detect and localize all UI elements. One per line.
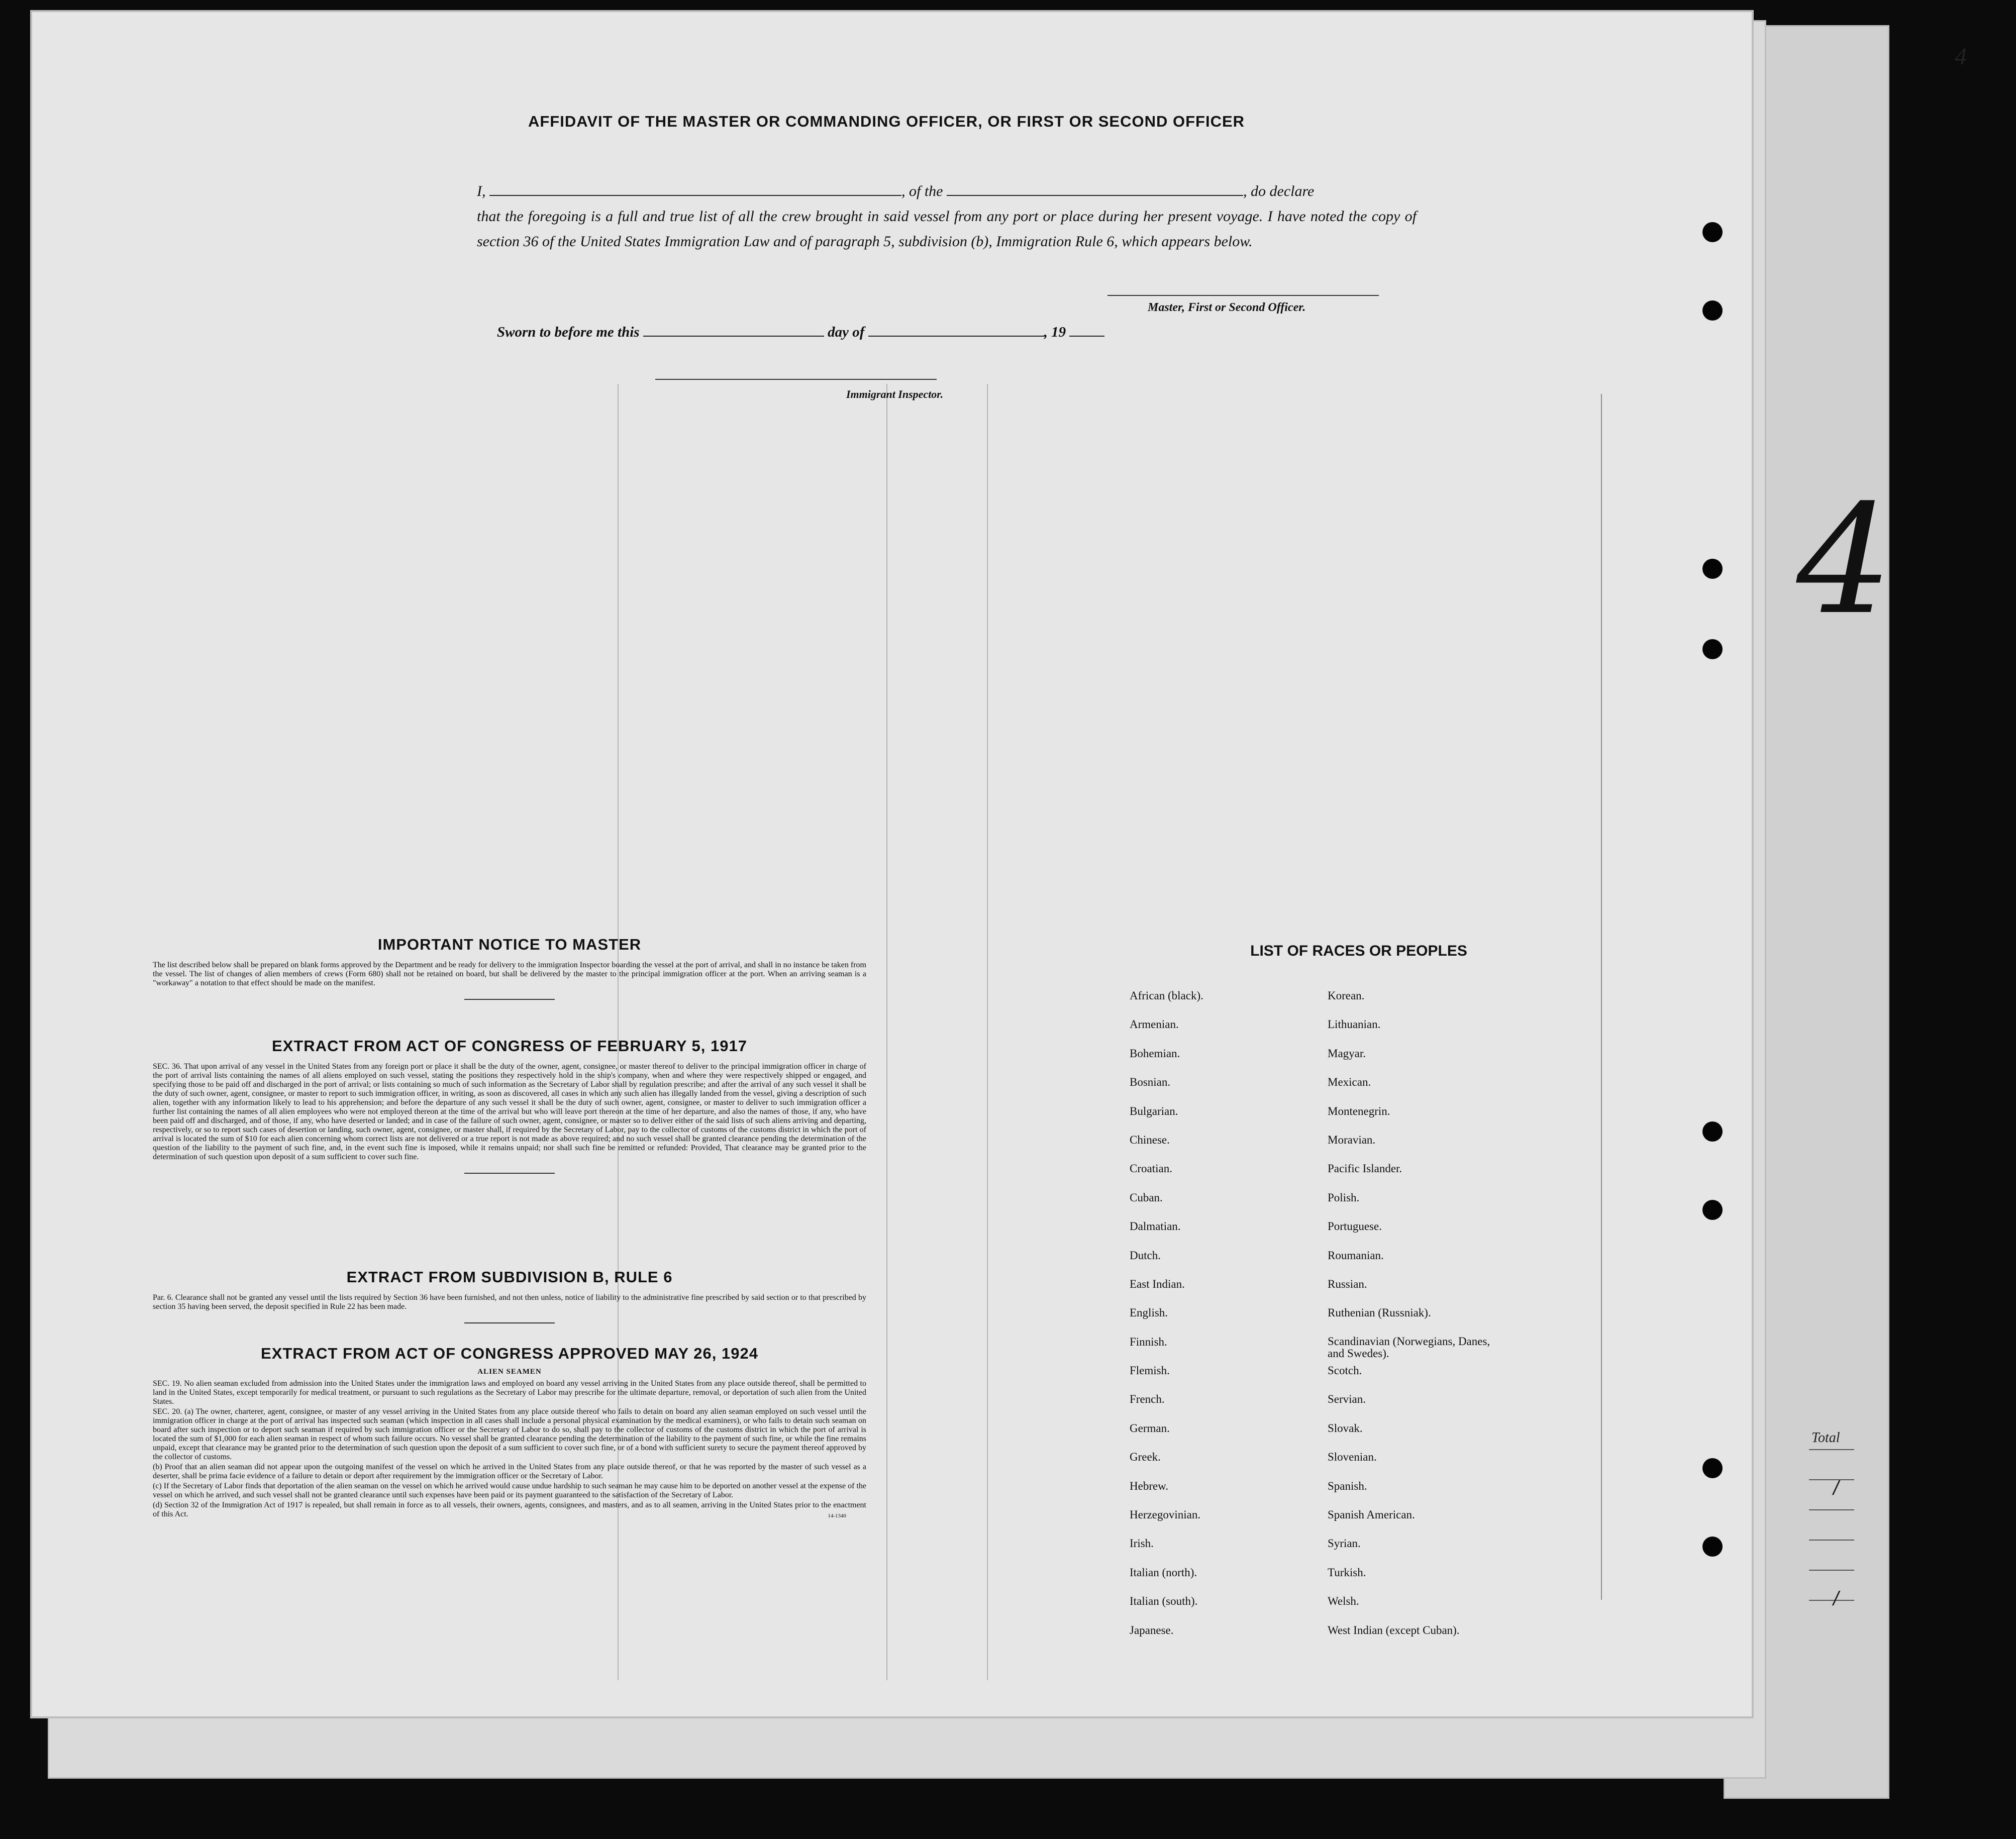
race-item: Italian (south). (1130, 1595, 1198, 1608)
race-item: Korean. (1328, 989, 1365, 1002)
declare-prefix: I, (477, 183, 486, 199)
sworn-prefix: Sworn to before me this (497, 324, 640, 340)
punch-hole (1702, 222, 1723, 242)
tally-rule (1809, 1449, 1854, 1450)
section-divider (464, 1322, 555, 1323)
signature-field[interactable] (1107, 295, 1379, 296)
punch-hole (1702, 639, 1723, 659)
total-label: Total (1811, 1430, 1840, 1446)
sworn-year-field[interactable] (1069, 324, 1104, 337)
race-item: Scandinavian (Norwegians, Danes, and Swedes). (1328, 1335, 1490, 1360)
race-item: Hebrew. (1130, 1479, 1169, 1492)
punch-hole (1702, 559, 1723, 579)
tally-rule (1809, 1570, 1854, 1571)
officer-name-field[interactable] (489, 183, 901, 196)
punch-hole (1702, 1200, 1723, 1220)
section-divider (464, 999, 555, 1000)
race-item: Moravian. (1328, 1133, 1376, 1146)
race-item: Chinese. (1130, 1133, 1170, 1146)
race-item: Bosnian. (1130, 1076, 1171, 1089)
sworn-day-field[interactable] (643, 324, 824, 337)
race-item: Welsh. (1328, 1595, 1359, 1608)
race-item: Slovak. (1328, 1421, 1363, 1435)
race-item: German. (1130, 1421, 1170, 1435)
handwritten-number: 4 (1796, 472, 1892, 648)
race-item: Dutch. (1130, 1249, 1161, 1262)
punch-hole (1702, 1121, 1723, 1142)
race-item: Magyar. (1328, 1047, 1366, 1060)
race-item: Spanish. (1328, 1479, 1367, 1492)
sworn-year-label: , 19 (1044, 324, 1066, 340)
act-1924-sec20c: (c) If the Secretary of Labor finds that deportation of the alien seaman on the vessel on which he arrived would cause undue hardship to such seaman he may cause him to be deported on another vessel at the expense of the vessel on which he arrived, and such vessel shall not be granted clearance until such expenses have been paid or its payment guaranteed to the satisfaction of the Secretary of Labor. (153, 1482, 866, 1499)
rule-6-title: EXTRACT FROM SUBDIVISION B, RULE 6 (346, 1268, 673, 1286)
important-notice (153, 936, 866, 1000)
sworn-month-field[interactable] (868, 324, 1044, 337)
race-item: Syrian. (1328, 1537, 1361, 1550)
act-1924-extract (153, 1345, 866, 1519)
race-item: Bulgarian. (1130, 1104, 1178, 1117)
race-item: Roumanian. (1328, 1249, 1384, 1262)
race-item: Irish. (1130, 1537, 1154, 1550)
form-number: 14-1340 (828, 1513, 846, 1519)
bleed-column-line (1601, 394, 1602, 1600)
race-item: Servian. (1328, 1393, 1366, 1406)
page-number-handwritten: 4 (1955, 43, 1967, 70)
races-list-right (1328, 989, 1508, 1653)
race-item: Croatian. (1130, 1162, 1172, 1175)
race-item: English. (1130, 1306, 1168, 1319)
race-item: Russian. (1328, 1277, 1367, 1290)
important-notice-title: IMPORTANT NOTICE TO MASTER (377, 936, 642, 953)
race-item: Polish. (1328, 1191, 1360, 1204)
tally-rule (1809, 1540, 1854, 1541)
act-1924-subtitle: ALIEN SEAMEN (477, 1368, 542, 1376)
tally-mark: / (1833, 1588, 1839, 1610)
affidavit-title: AFFIDAVIT OF THE MASTER OR COMMANDING OFFICER, OR FIRST OR SECOND OFFICER (528, 113, 1245, 130)
race-item: Lithuanian. (1328, 1018, 1381, 1031)
declaration-text (477, 179, 1602, 254)
tally-rule (1809, 1479, 1854, 1480)
sworn-line (497, 324, 1104, 341)
race-item: Portuguese. (1328, 1220, 1382, 1233)
races-list-title: LIST OF RACES OR PEOPLES (1250, 943, 1467, 959)
tally-mark: / (1833, 1477, 1839, 1499)
inspector-signature-field[interactable] (655, 379, 937, 380)
race-item: Spanish American. (1328, 1508, 1415, 1521)
act-1917-body: SEC. 36. That upon arrival of any vessel in the United States from any foreign port or place it shall be the duty of the owner, agent, consignee, or master thereof to deliver to the principal immigration officer in charge of the port of arrival lists containing the names of all aliens employed on such vessel, stating the positions they respectively hold in the ship's company, when and where they were respectively shipped or engaged, and specifying those to be paid off and discharged in the port of arrival; or lists containing so much of such information as the Secretary of Labor shall by regulation prescribe; and after the arrival of any such vessel it shall be the duty of such owner, agent, consignee, or master to report to such immigration officer, in writing, as soon as discovered, all cases in which any such alien has illegally landed from the vessel, giving a description of such alien, together with any information likely to lead to his apprehension; and before the departure of any such vessel it shall be the duty of such owner, agent, consignee, or master to deliver to such immigration officer a further list containing the names of all alien employees who were not employed thereon at the time of the arrival but who will leave port thereon at the time of her departure, and also the names of those, if any, who have been paid off and discharged, and of those, if any, who have deserted or landed; and in case of the failure of such owner, agent, consignee, or master so to deliver either of the said lists of such aliens arriving and departing, respectively, or so to report such cases of desertion or landing, such owner, agent, consignee, or master shall, if required by the Secretary of Labor, pay to the collector of customs of the customs district in which the port of arrival is located the sum of $10 for each alien concerning whom correct lists are not delivered or a true report is not made as above required; and no such vessel shall be granted clearance pending the determination of the question of the liability to the payment of such fine, and, in the event such fine is imposed, while it remains unpaid; nor shall such fine be remitted or refunded: Provided, That clearance may be granted prior to the determination of such question upon deposit of a sum sufficient to cover such fine. (153, 1062, 866, 1161)
act-1917-extract (153, 1037, 866, 1174)
sworn-day-label: day of (828, 324, 865, 340)
declare-body: that the foregoing is a full and true list of all the crew brought in said vessel from any port or place during her present voyage. I have noted the copy of section 36 of the United States Immigration Law and of paragraph 5, subdivision (b), Immigration Rule 6, which appears below. (477, 208, 1417, 250)
declare-of: , of the (901, 183, 943, 199)
punch-hole (1702, 300, 1723, 321)
race-item: Flemish. (1130, 1364, 1170, 1377)
race-item: French. (1130, 1393, 1165, 1406)
act-1917-title: EXTRACT FROM ACT OF CONGRESS OF FEBRUARY 5, 1917 (272, 1037, 747, 1055)
act-1924-sec19: SEC. 19. No alien seaman excluded from admission into the United States under the immigration laws and employed on board any vessel arriving in the United States from any place outside thereof, shall be permitted to land in the United States, except temporarily for medical treatment, or pursuant to such regulations as the Secretary of Labor may prescribe for the ultimate departure, removal, or deportation of such alien from the United States. (153, 1379, 866, 1406)
manifest-page (30, 10, 1754, 1718)
signature-caption: Master, First or Second Officer. (1148, 301, 1306, 314)
tally-rule (1809, 1600, 1854, 1601)
race-item: Finnish. (1130, 1335, 1167, 1348)
section-divider (464, 1173, 555, 1174)
declare-suffix: , do declare (1243, 183, 1315, 199)
race-item: Greek. (1130, 1451, 1161, 1464)
punch-hole (1702, 1458, 1723, 1478)
race-item: Herzegovinian. (1130, 1508, 1201, 1521)
act-1924-sec20a: SEC. 20. (a) The owner, charterer, agent, consignee, or master of any vessel arriving in the United States from any place outside thereof who fails to detain on board any alien seaman employed on such vessel until the immigration officer in charge at the port of arrival has inspected such seaman (which inspection in all cases shall include a personal physical examination by the medical examiners), or who fails to detain such seaman on board after such inspection or to deport such seaman if required by such immigration officer or the Secretary of Labor to do so, shall pay to the collector of customs of the customs district in which the port of arrival is located the sum of $1,000 for each alien seaman in respect of whom such failure occurs. No vessel shall be granted clearance pending the determination of the liability to the payment of such fine, or while the fine remains unpaid, except that clearance may be granted prior to the determination of such question upon the deposit of a sum sufficient to cover such fine, or of a bond with sufficient surety to secure the payment thereof approved by the collector of customs. (153, 1407, 866, 1461)
races-list-left (1130, 989, 1203, 1653)
race-item: Japanese. (1130, 1623, 1174, 1637)
race-item: Dalmatian. (1130, 1220, 1181, 1233)
race-item: Mexican. (1328, 1076, 1371, 1089)
bleed-column-line (987, 384, 988, 1680)
act-1924-sec20d: (d) Section 32 of the Immigration Act of 1917 is repealed, but shall remain in force as to all vessels, their owners, agents, consignees, and masters, and as to all seamen, arriving in the United States prior to the enactment of this Act. (153, 1501, 866, 1518)
race-item: Pacific Islander. (1328, 1162, 1402, 1175)
race-item: Italian (north). (1130, 1566, 1197, 1579)
race-item: African (black). (1130, 989, 1203, 1002)
race-item: East Indian. (1130, 1277, 1185, 1290)
important-notice-body: The list described below shall be prepared on blank forms approved by the Department and be ready for delivery to the immigration Inspector boarding the vessel at the port of arrival, and shall in no instance be taken from the vessel. The list of changes of alien members of crews (Form 680) shall not be retained on board, but shall be delivered by the master to the principal immigration officer at the port. When an arriving seaman is a "workaway" a notation to that effect should be made on the manifest. (153, 961, 866, 987)
race-item: West Indian (except Cuban). (1328, 1623, 1460, 1637)
rule-6-body: Par. 6. Clearance shall not be granted any vessel until the lists required by Section 36 have been furnished, and not then unless, notice of liability to the administrative fine prescribed by said section or to that prescribed by section 35 having been served, the deposit specified in Rule 22 has been made. (153, 1293, 866, 1311)
inspector-caption: Immigrant Inspector. (846, 388, 944, 400)
race-item: Slovenian. (1328, 1451, 1377, 1464)
act-1924-sec20b: (b) Proof that an alien seaman did not appear upon the outgoing manifest of the vessel on which he arrived in the United States from any place outside thereof, or that he was reported by the master of such vessel as a deserter, shall be prima facie evidence of a failure to detain or deport after requirement by the immigration officer or the Secretary of Labor. (153, 1463, 866, 1480)
vessel-name-field[interactable] (947, 183, 1243, 196)
tally-rule (1809, 1509, 1854, 1510)
rule-6-extract (153, 1268, 866, 1323)
race-item: Ruthenian (Russniak). (1328, 1306, 1431, 1319)
race-item: Scotch. (1328, 1364, 1362, 1377)
act-1924-title: EXTRACT FROM ACT OF CONGRESS APPROVED MAY 26, 1924 (261, 1345, 758, 1362)
punch-hole (1702, 1537, 1723, 1557)
race-item: Bohemian. (1130, 1047, 1180, 1060)
race-item: Turkish. (1328, 1566, 1366, 1579)
race-item: Montenegrin. (1328, 1104, 1390, 1117)
bleed-column-line (886, 384, 887, 1680)
race-item: Cuban. (1130, 1191, 1163, 1204)
race-item: Armenian. (1130, 1018, 1179, 1031)
